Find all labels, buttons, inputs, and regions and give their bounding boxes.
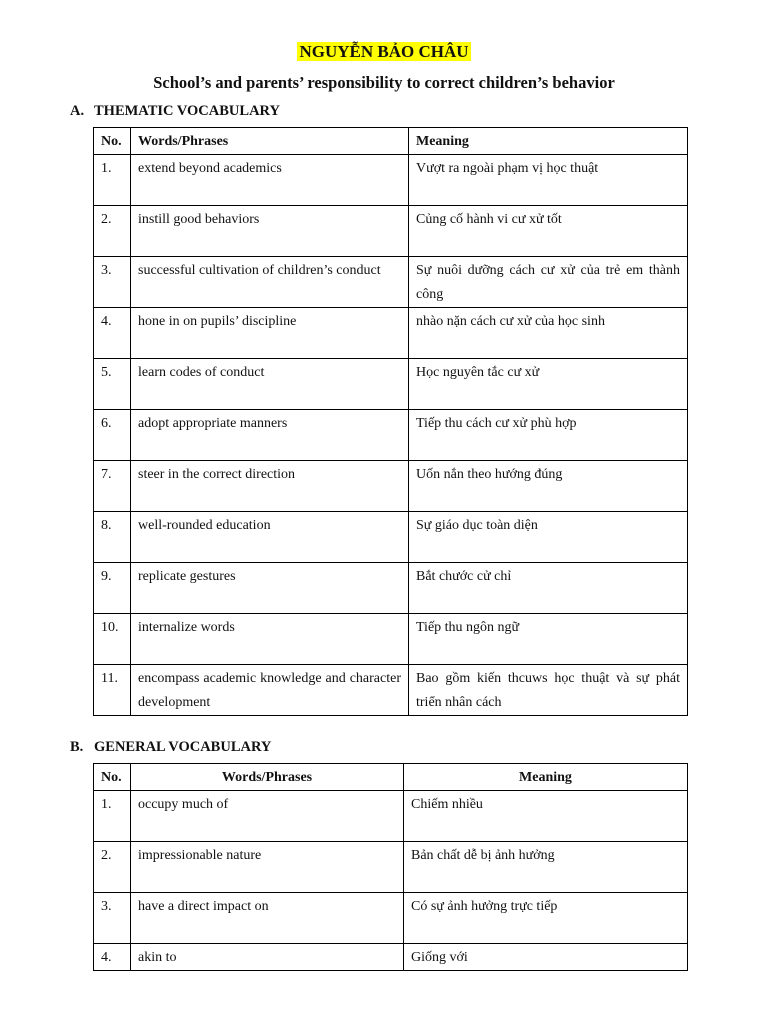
header-meaning: Meaning xyxy=(409,128,688,155)
row-meaning: nhào nặn cách cư xử của học sinh xyxy=(409,308,688,359)
table-row xyxy=(94,512,688,563)
row-phrase: well-rounded education xyxy=(131,512,409,563)
row-phrase: internalize words xyxy=(131,614,409,665)
row-meaning: Tiếp thu ngôn ngữ xyxy=(409,614,688,665)
row-number: 2. xyxy=(94,206,131,257)
table-row xyxy=(94,563,688,614)
row-meaning: Uốn nắn theo hướng đúng xyxy=(409,461,688,512)
table-row xyxy=(94,665,688,716)
author-name xyxy=(0,42,768,62)
thematic-vocabulary-table xyxy=(93,127,688,716)
row-phrase: instill good behaviors xyxy=(131,206,409,257)
row-meaning: Bản chất dễ bị ảnh hưởng xyxy=(404,842,688,893)
header-meaning: Meaning xyxy=(404,764,688,791)
table-row xyxy=(94,614,688,665)
row-meaning: Tiếp thu cách cư xử phù hợp xyxy=(409,410,688,461)
row-phrase: extend beyond academics xyxy=(131,155,409,206)
table-row xyxy=(94,461,688,512)
row-meaning: Chiếm nhiều xyxy=(404,791,688,842)
row-number: 7. xyxy=(94,461,131,512)
row-meaning: Sự nuôi dưỡng cách cư xử của trẻ em thành công xyxy=(409,257,688,308)
row-number: 8. xyxy=(94,512,131,563)
table-row xyxy=(94,893,688,944)
section-a-title: THEMATIC VOCABULARY xyxy=(94,103,280,119)
row-phrase: impressionable nature xyxy=(131,842,404,893)
row-number: 9. xyxy=(94,563,131,614)
row-number: 5. xyxy=(94,359,131,410)
row-meaning: Sự giáo dục toàn diện xyxy=(409,512,688,563)
general-vocabulary-table xyxy=(93,763,688,971)
row-phrase: replicate gestures xyxy=(131,563,409,614)
row-number: 2. xyxy=(94,842,131,893)
header-phrase: Words/Phrases xyxy=(131,128,409,155)
table-row xyxy=(94,944,688,971)
row-number: 3. xyxy=(94,893,131,944)
row-number: 3. xyxy=(94,257,131,308)
row-number: 1. xyxy=(94,155,131,206)
section-b-title: GENERAL VOCABULARY xyxy=(94,739,272,755)
row-number: 4. xyxy=(94,944,131,971)
table-header-row xyxy=(94,128,688,155)
row-phrase: successful cultivation of children’s conduct xyxy=(131,257,409,308)
table-row xyxy=(94,842,688,893)
row-phrase: learn codes of conduct xyxy=(131,359,409,410)
row-number: 4. xyxy=(94,308,131,359)
table-row xyxy=(94,206,688,257)
row-phrase: have a direct impact on xyxy=(131,893,404,944)
row-meaning: Học nguyên tắc cư xử xyxy=(409,359,688,410)
row-phrase: occupy much of xyxy=(131,791,404,842)
section-a-heading xyxy=(70,103,280,120)
row-meaning: Có sự ảnh hưởng trực tiếp xyxy=(404,893,688,944)
author-highlight: NGUYỄN BẢO CHÂU xyxy=(299,42,469,61)
row-phrase: akin to xyxy=(131,944,404,971)
table-header-row xyxy=(94,764,688,791)
table-row xyxy=(94,359,688,410)
section-a-letter: A. xyxy=(70,103,85,119)
header-no: No. xyxy=(94,764,131,791)
row-meaning: Bắt chước cử chỉ xyxy=(409,563,688,614)
table-row xyxy=(94,155,688,206)
row-phrase: encompass academic knowledge and character development xyxy=(131,665,409,716)
document-title: School’s and parents’ responsibility to correct children’s behavior xyxy=(153,73,615,92)
table-row xyxy=(94,410,688,461)
row-number: 6. xyxy=(94,410,131,461)
row-number: 10. xyxy=(94,614,131,665)
section-b-heading xyxy=(70,739,271,756)
row-number: 11. xyxy=(94,665,131,716)
row-meaning: Bao gồm kiến thcuws học thuật và sự phát triển nhân cách xyxy=(409,665,688,716)
row-meaning: Vượt ra ngoài phạm vị học thuật xyxy=(409,155,688,206)
section-b-letter: B. xyxy=(70,739,84,755)
row-number: 1. xyxy=(94,791,131,842)
row-meaning: Giống với xyxy=(404,944,688,971)
header-phrase: Words/Phrases xyxy=(131,764,404,791)
row-phrase: steer in the correct direction xyxy=(131,461,409,512)
row-phrase: hone in on pupils’ discipline xyxy=(131,308,409,359)
row-meaning: Củng cố hành vi cư xử tốt xyxy=(409,206,688,257)
table-row xyxy=(94,308,688,359)
table-row xyxy=(94,791,688,842)
table-row xyxy=(94,257,688,308)
row-phrase: adopt appropriate manners xyxy=(131,410,409,461)
header-no: No. xyxy=(94,128,131,155)
